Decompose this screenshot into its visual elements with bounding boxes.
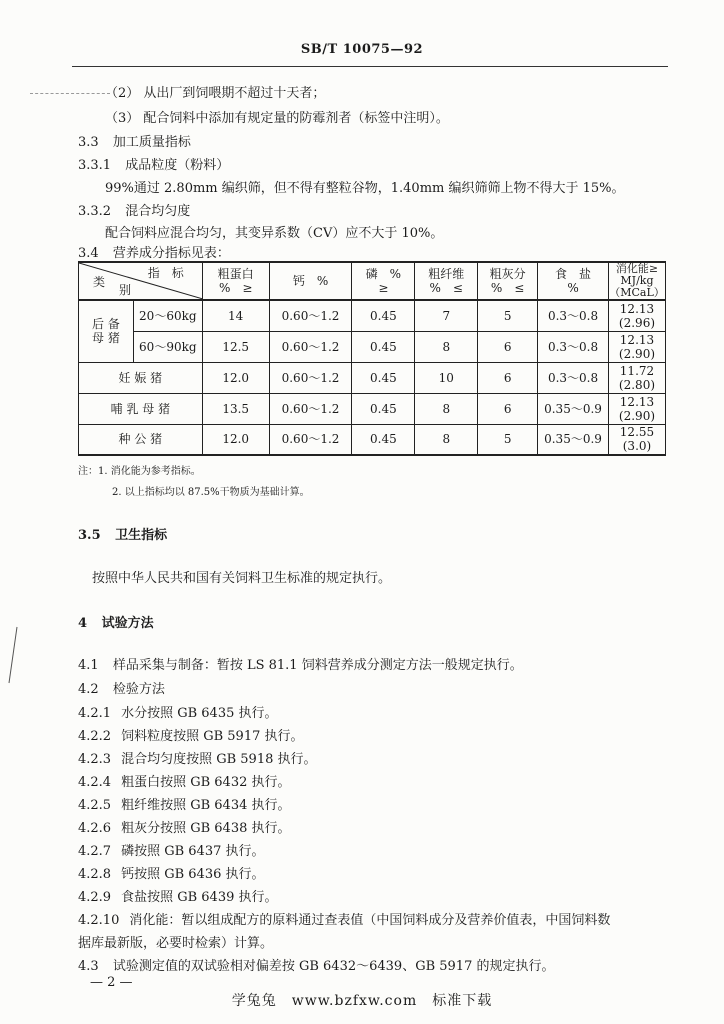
method-4-2-6: 4.2.6 粗灰分按照 GB 6438 执行。 [78, 821, 291, 836]
header-fiber: 粗纤维 % ≤ [415, 262, 478, 300]
method-4-2-2: 4.2.2 饲料粒度按照 GB 5917 执行。 [78, 729, 304, 744]
section-3-3-1-heading [78, 154, 229, 173]
section-title: 成品粒度（粉料） [125, 158, 230, 173]
section-title: 试验方法 [101, 616, 154, 631]
table-row [79, 331, 666, 362]
section-number: 3.3 [78, 135, 99, 150]
cell-phosphorus: 0.45 [352, 300, 415, 331]
clause-3-2-item-3: （3） 配合饲料中添加有规定量的防霉剂者（标签中注明）。 [105, 111, 449, 126]
method-4-2-1: 4.2.1 水分按照 GB 6435 执行。 [78, 706, 278, 721]
cell-category: 妊 娠 猪 [79, 362, 203, 393]
cell-ash: 6 [478, 362, 538, 393]
cell-calcium: 0.60～1.2 [269, 300, 352, 331]
corner-class-label: 别 [119, 283, 132, 297]
margin-pen-mark [5, 625, 19, 685]
cell-calcium: 0.60～1.2 [269, 331, 352, 362]
cell-protein: 12.5 [202, 331, 269, 362]
section-title: 卫生指标 [115, 528, 168, 543]
cell-energy: 11.72 (2.80) [608, 362, 665, 393]
section-4-heading [78, 612, 154, 631]
cell-protein: 12.0 [202, 424, 269, 455]
cell-ash: 5 [478, 300, 538, 331]
method-4-2-7: 4.2.7 磷按照 GB 6437 执行。 [78, 844, 265, 859]
section-4-3 [78, 955, 555, 974]
cell-fiber: 8 [415, 331, 478, 362]
table-row [79, 393, 666, 424]
section-number: 4 [78, 616, 88, 631]
table-note-1: 注：1. 消化能为参考指标。 [78, 466, 201, 477]
header-energy: 消化能≥ MJ/kg （MCaL） [609, 262, 665, 299]
cell-calcium: 0.60～1.2 [269, 393, 352, 424]
section-number: 3.4 [78, 246, 99, 261]
cell-calcium: 0.60～1.2 [269, 362, 352, 393]
section-number: 3.5 [78, 528, 101, 543]
table-row [79, 362, 666, 393]
section-4-1 [78, 654, 523, 673]
section-3-4-heading [78, 242, 230, 261]
cell-energy: 12.13 (2.90) [608, 331, 665, 362]
cell-energy: 12.55 (3.0) [608, 424, 665, 455]
cell-salt: 0.35～0.9 [538, 424, 609, 455]
page-number: — 2 — [90, 975, 133, 990]
method-4-2-10-continued: 据库最新版，必要时检索）计算。 [78, 936, 274, 951]
cell-category: 哺 乳 母 猪 [79, 393, 203, 424]
method-4-2-9: 4.2.9 食盐按照 GB 6439 执行。 [78, 890, 278, 905]
section-text: 检验方法 [112, 682, 165, 697]
cell-fiber: 7 [415, 300, 478, 331]
cell-phosphorus: 0.45 [352, 331, 415, 362]
cell-ash: 6 [478, 331, 538, 362]
section-text: 试验测定值的双试验相对偏差按 GB 6432～6439、GB 5917 的规定执行。 [112, 959, 555, 974]
cell-protein: 14 [202, 300, 269, 331]
header-standard-code: SB/T 10075—92 [300, 42, 424, 57]
cell-salt: 0.3～0.8 [538, 362, 609, 393]
method-4-2-8: 4.2.8 钙按照 GB 6436 执行。 [78, 867, 265, 882]
header-protein: 粗蛋白 % ≥ [202, 262, 269, 300]
header-corner-cell [79, 262, 203, 300]
section-3-3-1-text: 99%通过 2.80mm 编织筛，但不得有整粒谷物，1.40mm 编织筛筛上物不得大于 15%。 [105, 181, 625, 196]
header-calcium: 钙 % [269, 262, 352, 300]
section-title: 混合均匀度 [125, 204, 191, 219]
header-rule [72, 66, 668, 67]
clause-3-2-item-2: （2） 从出厂到饲喂期不超过十天者； [105, 86, 326, 101]
cell-ash: 6 [478, 393, 538, 424]
section-number: 3.3.1 [78, 158, 112, 173]
section-4-2 [78, 678, 165, 697]
section-number: 3.3.2 [78, 204, 112, 219]
section-title: 加工质量指标 [112, 135, 191, 150]
scan-artifact-line [30, 93, 110, 94]
section-3-3-heading [78, 131, 191, 150]
cell-category: 种 公 猪 [79, 424, 203, 455]
table-row [79, 300, 666, 331]
header-ash: 粗灰分 % ≤ [478, 262, 538, 300]
corner-category-label: 类 [93, 275, 106, 289]
header-phosphorus: 磷 % ≥ [352, 262, 415, 300]
cell-salt: 0.3～0.8 [538, 300, 609, 331]
method-4-2-10: 4.2.10 消化能：暂以组成配方的原料通过查表值（中国饲料成分及营养价值表，中国饲料数 [78, 913, 611, 928]
cell-fiber: 8 [415, 393, 478, 424]
cell-phosphorus: 0.45 [352, 362, 415, 393]
cell-calcium: 0.60～1.2 [269, 424, 352, 455]
cell-phosphorus: 0.45 [352, 424, 415, 455]
cell-energy: 12.13 (2.96) [608, 300, 665, 331]
table-header-row [79, 262, 666, 300]
table-note-2: 2. 以上指标均以 87.5%干物质为基础计算。 [112, 487, 310, 498]
cell-phosphorus: 0.45 [352, 393, 415, 424]
cell-weight: 20～60kg [133, 300, 202, 331]
header-salt: 食 盐 % [538, 262, 609, 300]
table-row [79, 424, 666, 455]
section-number: 4.2 [78, 682, 99, 697]
cell-salt: 0.3～0.8 [538, 331, 609, 362]
cell-weight: 60～90kg [133, 331, 202, 362]
method-4-2-5: 4.2.5 粗纤维按照 GB 6434 执行。 [78, 798, 291, 813]
corner-indicator-label: 指 标 [147, 266, 184, 280]
cell-fiber: 8 [415, 424, 478, 455]
section-3-3-2-text: 配合饲料应混合均匀，其变异系数（CV）应不大于 10%。 [105, 226, 444, 241]
cell-energy: 12.13 (2.90) [608, 393, 665, 424]
section-number: 4.1 [78, 658, 99, 673]
section-3-5-heading [78, 524, 167, 543]
cell-ash: 5 [478, 424, 538, 455]
nutrition-table [78, 261, 666, 456]
cell-salt: 0.35～0.9 [538, 393, 609, 424]
watermark-footer: 学兔兔 www.bzfxw.com 标准下载 [231, 993, 493, 1009]
cell-protein: 12.0 [202, 362, 269, 393]
section-title: 营养成分指标见表： [112, 246, 230, 261]
section-text: 样品采集与制备：暂按 LS 81.1 饲料营养成分测定方法一般规定执行。 [112, 658, 523, 673]
section-3-5-text: 按照中华人民共和国有关饲料卫生标准的规定执行。 [92, 571, 392, 586]
method-4-2-3: 4.2.3 混合均匀度按照 GB 5918 执行。 [78, 752, 317, 767]
method-4-2-4: 4.2.4 粗蛋白按照 GB 6432 执行。 [78, 775, 291, 790]
section-3-3-2-heading [78, 200, 190, 219]
cell-fiber: 10 [415, 362, 478, 393]
section-number: 4.3 [78, 959, 99, 974]
group-label-reserve-sows: 后 备 母 猪 [79, 300, 134, 362]
cell-protein: 13.5 [202, 393, 269, 424]
